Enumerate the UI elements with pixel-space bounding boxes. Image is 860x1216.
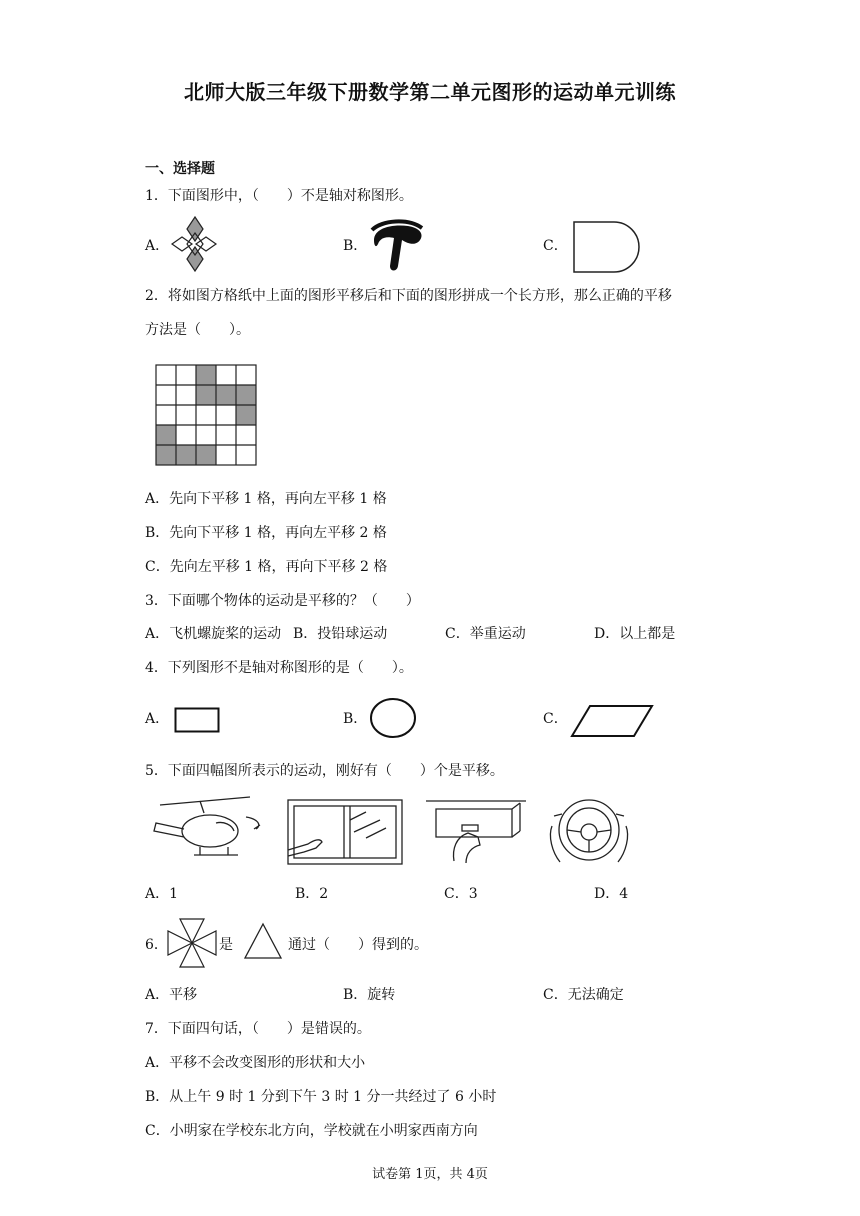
page-title: 北师大版三年级下册数学第二单元图形的运动单元训练 [184, 80, 676, 104]
q6-number: 6． [145, 937, 168, 953]
q5-helicopter-picture [150, 795, 268, 865]
q6-option-a: A．平移 [145, 987, 198, 1003]
q1-figure-c [572, 220, 642, 274]
q5-option-b: B．2 [295, 886, 329, 902]
section-heading: 一、选择题 [145, 161, 215, 177]
q1-figure-b [368, 218, 426, 274]
q4-parallelogram-figure [570, 704, 654, 738]
q1-figure-a [170, 215, 220, 273]
q6-triangle-figure [243, 922, 283, 960]
q1-stem: 1．下面图形中，（ ）不是轴对称图形。 [145, 188, 413, 204]
q6-option-b: B．旋转 [343, 987, 396, 1003]
q2-option-b: B．先向下平移 1 格，再向左平移 2 格 [145, 525, 387, 541]
q7-option-a: A．平移不会改变图形的形状和大小 [145, 1055, 366, 1071]
q5-option-a: A．1 [145, 886, 179, 902]
q5-drawer-picture [426, 797, 526, 867]
q3-option-a: A．飞机螺旋桨的运动 [145, 626, 282, 642]
q6-pinwheel-figure [166, 917, 218, 969]
q4-rectangle-figure [174, 707, 220, 733]
q5-option-c: C．3 [444, 886, 478, 902]
q2-option-c: C．先向左平移 1 格，再向下平移 2 格 [145, 559, 388, 575]
q3-option-b: B．投铅球运动 [293, 626, 388, 642]
q4-option-b-label: B． [343, 711, 368, 727]
page-footer: 试卷第 1页，共 4页 [372, 1167, 488, 1182]
q5-stem: 5．下面四幅图所表示的运动，刚好有（ ）个是平移。 [145, 763, 504, 779]
q3-option-d: D．以上都是 [594, 626, 676, 642]
q4-stem: 4．下列图形不是轴对称图形的是（ ）。 [145, 660, 413, 676]
q1-option-c-label: C． [543, 238, 568, 254]
q1-option-b-label: B． [343, 238, 368, 254]
q2-option-a: A．先向下平移 1 格，再向左平移 1 格 [145, 491, 387, 507]
q6-option-c: C．无法确定 [543, 987, 624, 1003]
q7-option-c: C．小明家在学校东北方向，学校就在小明家西南方向 [145, 1123, 478, 1139]
q7-option-b: B．从上午 9 时 1 分到下午 3 时 1 分一共经过了 6 小时 [145, 1089, 497, 1105]
q3-option-c: C．举重运动 [445, 626, 526, 642]
q4-option-a-label: A． [145, 711, 170, 727]
q4-option-c-label: C． [543, 711, 568, 727]
q6-connector-text: 是 [219, 937, 233, 953]
q6-stem-tail: 通过（ ）得到的。 [288, 937, 428, 953]
q2-stem-line2: 方法是（ ）。 [145, 322, 250, 338]
q3-stem: 3．下面哪个物体的运动是平移的？（ ） [145, 593, 420, 609]
q2-stem-line1: 2．将如图方格纸中上面的图形平移后和下面的图形拼成一个长方形，那么正确的平移 [145, 288, 672, 304]
q1-option-a-label: A． [145, 238, 170, 254]
q2-grid-figure [155, 364, 259, 468]
q5-option-d: D．4 [594, 886, 629, 902]
q5-steering-wheel-picture [546, 796, 632, 868]
q4-circle-figure [369, 697, 417, 739]
q7-stem: 7．下面四句话，（ ）是错误的。 [145, 1021, 371, 1037]
q5-sliding-window-picture [286, 798, 404, 866]
